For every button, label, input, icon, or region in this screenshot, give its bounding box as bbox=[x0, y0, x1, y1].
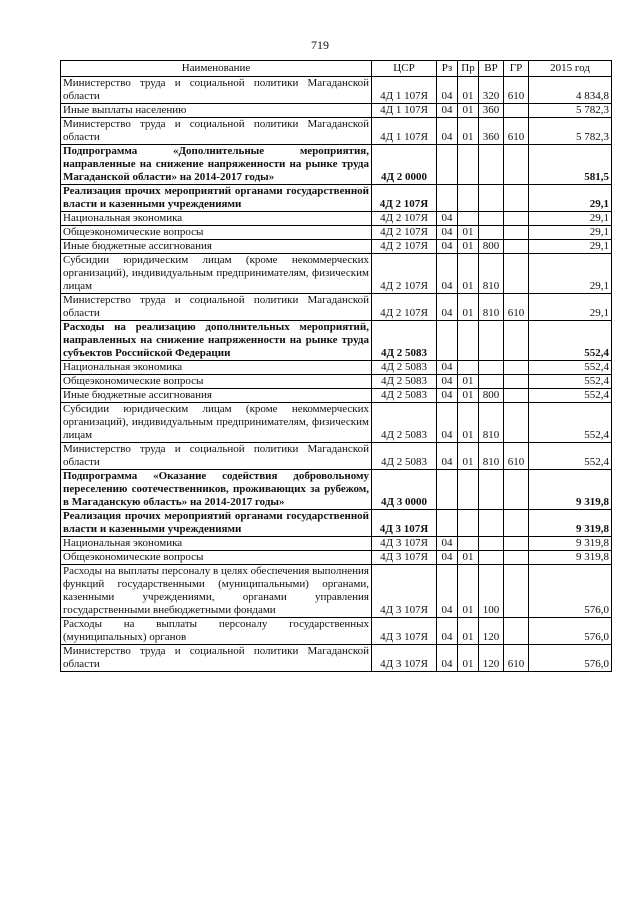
row-amount: 29,1 bbox=[529, 254, 612, 294]
row-vr: 810 bbox=[479, 294, 504, 321]
row-pr: 01 bbox=[458, 551, 479, 565]
row-amount: 5 782,3 bbox=[529, 104, 612, 118]
row-gr bbox=[504, 375, 529, 389]
row-amount: 552,4 bbox=[529, 361, 612, 375]
row-rz: 04 bbox=[437, 361, 458, 375]
row-pr: 01 bbox=[458, 118, 479, 145]
row-vr bbox=[479, 145, 504, 185]
header-vr: ВР bbox=[479, 61, 504, 77]
row-pr bbox=[458, 361, 479, 375]
row-rz: 04 bbox=[437, 551, 458, 565]
row-vr bbox=[479, 470, 504, 510]
table-row bbox=[61, 443, 612, 470]
row-gr bbox=[504, 510, 529, 537]
row-pr: 01 bbox=[458, 104, 479, 118]
row-amount: 29,1 bbox=[529, 185, 612, 212]
row-gr bbox=[504, 321, 529, 361]
row-name: Подпрограмма «Оказание содействия добровольному переселению соотечественников, проживающих за рубежом, в Магаданскую область» на 2014-2017 годы» bbox=[61, 470, 372, 510]
row-name: Общеэкономические вопросы bbox=[61, 226, 372, 240]
row-name: Реализация прочих мероприятий органами государственной власти и казенными учреждениями bbox=[61, 185, 372, 212]
row-name: Расходы на выплаты персоналу государственных (муниципальных) органов bbox=[61, 618, 372, 645]
row-rz: 04 bbox=[437, 645, 458, 672]
row-name: Министерство труда и социальной политики Магаданской области bbox=[61, 645, 372, 672]
table-row bbox=[61, 145, 612, 185]
row-rz: 04 bbox=[437, 403, 458, 443]
row-csr: 4Д 1 107Я bbox=[372, 118, 437, 145]
row-amount: 552,4 bbox=[529, 321, 612, 361]
row-amount: 552,4 bbox=[529, 403, 612, 443]
row-vr bbox=[479, 375, 504, 389]
row-vr bbox=[479, 321, 504, 361]
row-pr bbox=[458, 185, 479, 212]
table-row bbox=[61, 240, 612, 254]
row-gr bbox=[504, 537, 529, 551]
row-vr: 120 bbox=[479, 618, 504, 645]
row-rz bbox=[437, 470, 458, 510]
row-amount: 29,1 bbox=[529, 240, 612, 254]
row-csr: 4Д 3 107Я bbox=[372, 645, 437, 672]
row-gr bbox=[504, 240, 529, 254]
row-name: Министерство труда и социальной политики Магаданской области bbox=[61, 77, 372, 104]
row-rz: 04 bbox=[437, 254, 458, 294]
row-amount: 552,4 bbox=[529, 389, 612, 403]
row-amount: 576,0 bbox=[529, 618, 612, 645]
row-amount: 576,0 bbox=[529, 645, 612, 672]
row-rz: 04 bbox=[437, 240, 458, 254]
row-csr: 4Д 2 107Я bbox=[372, 212, 437, 226]
row-amount: 9 319,8 bbox=[529, 470, 612, 510]
row-gr bbox=[504, 226, 529, 240]
row-vr: 800 bbox=[479, 389, 504, 403]
row-gr: 610 bbox=[504, 443, 529, 470]
row-rz bbox=[437, 185, 458, 212]
row-rz: 04 bbox=[437, 537, 458, 551]
row-amount: 29,1 bbox=[529, 212, 612, 226]
page-number: 719 bbox=[311, 38, 329, 52]
table-row bbox=[61, 565, 612, 618]
row-pr bbox=[458, 510, 479, 537]
row-vr: 320 bbox=[479, 77, 504, 104]
row-gr bbox=[504, 254, 529, 294]
row-amount: 29,1 bbox=[529, 294, 612, 321]
row-csr: 4Д 3 0000 bbox=[372, 470, 437, 510]
row-rz: 04 bbox=[437, 77, 458, 104]
row-gr bbox=[504, 551, 529, 565]
row-pr bbox=[458, 321, 479, 361]
row-rz bbox=[437, 321, 458, 361]
row-rz: 04 bbox=[437, 443, 458, 470]
row-name: Субсидии юридическим лицам (кроме некоммерческих организаций), индивидуальным предпринимателям, физическим лицам bbox=[61, 403, 372, 443]
header-csr: ЦСР bbox=[372, 61, 437, 77]
row-gr bbox=[504, 470, 529, 510]
row-rz: 04 bbox=[437, 565, 458, 618]
row-gr bbox=[504, 403, 529, 443]
row-csr: 4Д 2 107Я bbox=[372, 294, 437, 321]
row-rz: 04 bbox=[437, 226, 458, 240]
row-csr: 4Д 3 107Я bbox=[372, 565, 437, 618]
row-pr: 01 bbox=[458, 226, 479, 240]
header-pr: Пр bbox=[458, 61, 479, 77]
table-row bbox=[61, 254, 612, 294]
header-year: 2015 год bbox=[529, 61, 612, 77]
row-csr: 4Д 2 5083 bbox=[372, 403, 437, 443]
row-name: Субсидии юридическим лицам (кроме некоммерческих организаций), индивидуальным предпринимателям, физическим лицам bbox=[61, 254, 372, 294]
row-csr: 4Д 3 107Я bbox=[372, 551, 437, 565]
header-gr: ГР bbox=[504, 61, 529, 77]
row-name: Реализация прочих мероприятий органами государственной власти и казенными учреждениями bbox=[61, 510, 372, 537]
row-rz: 04 bbox=[437, 375, 458, 389]
row-amount: 9 319,8 bbox=[529, 510, 612, 537]
header-rz: Рз bbox=[437, 61, 458, 77]
row-csr: 4Д 2 107Я bbox=[372, 240, 437, 254]
table-row bbox=[61, 361, 612, 375]
row-vr bbox=[479, 185, 504, 212]
row-gr bbox=[504, 565, 529, 618]
row-name: Национальная экономика bbox=[61, 212, 372, 226]
row-rz: 04 bbox=[437, 294, 458, 321]
row-pr bbox=[458, 212, 479, 226]
row-csr: 4Д 2 5083 bbox=[372, 361, 437, 375]
row-pr: 01 bbox=[458, 565, 479, 618]
table-row bbox=[61, 551, 612, 565]
row-vr: 810 bbox=[479, 254, 504, 294]
row-vr bbox=[479, 551, 504, 565]
row-name: Общеэкономические вопросы bbox=[61, 375, 372, 389]
row-amount: 5 782,3 bbox=[529, 118, 612, 145]
row-rz: 04 bbox=[437, 118, 458, 145]
table-row bbox=[61, 389, 612, 403]
row-gr bbox=[504, 212, 529, 226]
row-csr: 4Д 2 107Я bbox=[372, 185, 437, 212]
row-gr: 610 bbox=[504, 294, 529, 321]
row-rz bbox=[437, 510, 458, 537]
row-gr bbox=[504, 389, 529, 403]
row-rz: 04 bbox=[437, 618, 458, 645]
row-csr: 4Д 2 107Я bbox=[372, 226, 437, 240]
table-row bbox=[61, 470, 612, 510]
row-pr: 01 bbox=[458, 77, 479, 104]
row-gr bbox=[504, 618, 529, 645]
row-name: Министерство труда и социальной политики Магаданской области bbox=[61, 443, 372, 470]
row-name: Подпрограмма «Дополнительные мероприятия, направленные на снижение напряженности на рынке труда Магаданской области» на 2014-2017 годы» bbox=[61, 145, 372, 185]
row-amount: 576,0 bbox=[529, 565, 612, 618]
row-gr: 610 bbox=[504, 118, 529, 145]
table-row bbox=[61, 226, 612, 240]
row-gr bbox=[504, 185, 529, 212]
row-pr: 01 bbox=[458, 618, 479, 645]
row-amount: 552,4 bbox=[529, 443, 612, 470]
row-vr: 810 bbox=[479, 403, 504, 443]
row-rz bbox=[437, 145, 458, 185]
row-pr: 01 bbox=[458, 240, 479, 254]
table-row bbox=[61, 510, 612, 537]
row-name: Расходы на выплаты персоналу в целях обеспечения выполнения функций государственными (муниципальными) органами, казенными учреждениями, органами управления государственными внебюджетными фондами bbox=[61, 565, 372, 618]
table-row bbox=[61, 104, 612, 118]
row-amount: 4 834,8 bbox=[529, 77, 612, 104]
row-amount: 552,4 bbox=[529, 375, 612, 389]
row-csr: 4Д 2 5083 bbox=[372, 375, 437, 389]
table-row bbox=[61, 537, 612, 551]
row-csr: 4Д 2 107Я bbox=[372, 254, 437, 294]
row-vr: 360 bbox=[479, 118, 504, 145]
row-name: Расходы на реализацию дополнительных мероприятий, направленных на снижение напряженности на рынке труда субъектов Российской Федерации bbox=[61, 321, 372, 361]
row-amount: 9 319,8 bbox=[529, 551, 612, 565]
table-row bbox=[61, 645, 612, 672]
row-name: Иные выплаты населению bbox=[61, 104, 372, 118]
row-pr: 01 bbox=[458, 389, 479, 403]
row-vr bbox=[479, 212, 504, 226]
row-gr bbox=[504, 104, 529, 118]
row-vr: 360 bbox=[479, 104, 504, 118]
row-name: Общеэкономические вопросы bbox=[61, 551, 372, 565]
row-gr bbox=[504, 145, 529, 185]
table-row bbox=[61, 118, 612, 145]
row-gr: 610 bbox=[504, 645, 529, 672]
header-name: Наименование bbox=[61, 61, 372, 77]
row-amount: 9 319,8 bbox=[529, 537, 612, 551]
table-header-row bbox=[61, 61, 612, 77]
row-vr bbox=[479, 510, 504, 537]
row-pr bbox=[458, 537, 479, 551]
row-pr: 01 bbox=[458, 254, 479, 294]
table-row bbox=[61, 403, 612, 443]
table-row bbox=[61, 185, 612, 212]
row-csr: 4Д 3 107Я bbox=[372, 618, 437, 645]
row-csr: 4Д 2 5083 bbox=[372, 389, 437, 403]
row-name: Министерство труда и социальной политики Магаданской области bbox=[61, 118, 372, 145]
row-csr: 4Д 2 0000 bbox=[372, 145, 437, 185]
table-body bbox=[61, 77, 612, 672]
row-name: Иные бюджетные ассигнования bbox=[61, 389, 372, 403]
row-amount: 581,5 bbox=[529, 145, 612, 185]
row-pr bbox=[458, 470, 479, 510]
row-pr: 01 bbox=[458, 294, 479, 321]
row-amount: 29,1 bbox=[529, 226, 612, 240]
row-rz: 04 bbox=[437, 212, 458, 226]
row-pr bbox=[458, 145, 479, 185]
row-vr: 120 bbox=[479, 645, 504, 672]
row-csr: 4Д 1 107Я bbox=[372, 104, 437, 118]
table-row bbox=[61, 375, 612, 389]
row-pr: 01 bbox=[458, 443, 479, 470]
row-csr: 4Д 3 107Я bbox=[372, 537, 437, 551]
row-csr: 4Д 3 107Я bbox=[372, 510, 437, 537]
table-row bbox=[61, 321, 612, 361]
row-name: Иные бюджетные ассигнования bbox=[61, 240, 372, 254]
row-vr: 810 bbox=[479, 443, 504, 470]
table-row bbox=[61, 294, 612, 321]
row-rz: 04 bbox=[437, 104, 458, 118]
row-vr bbox=[479, 226, 504, 240]
row-vr: 800 bbox=[479, 240, 504, 254]
row-gr: 610 bbox=[504, 77, 529, 104]
row-vr bbox=[479, 361, 504, 375]
row-pr: 01 bbox=[458, 375, 479, 389]
table-row bbox=[61, 212, 612, 226]
row-rz: 04 bbox=[437, 389, 458, 403]
table-row bbox=[61, 618, 612, 645]
row-name: Министерство труда и социальной политики Магаданской области bbox=[61, 294, 372, 321]
row-csr: 4Д 2 5083 bbox=[372, 443, 437, 470]
table-row bbox=[61, 77, 612, 104]
row-pr: 01 bbox=[458, 403, 479, 443]
budget-table bbox=[60, 60, 612, 672]
row-csr: 4Д 2 5083 bbox=[372, 321, 437, 361]
row-vr bbox=[479, 537, 504, 551]
row-vr: 100 bbox=[479, 565, 504, 618]
row-name: Национальная экономика bbox=[61, 537, 372, 551]
row-pr: 01 bbox=[458, 645, 479, 672]
row-name: Национальная экономика bbox=[61, 361, 372, 375]
row-gr bbox=[504, 361, 529, 375]
row-csr: 4Д 1 107Я bbox=[372, 77, 437, 104]
